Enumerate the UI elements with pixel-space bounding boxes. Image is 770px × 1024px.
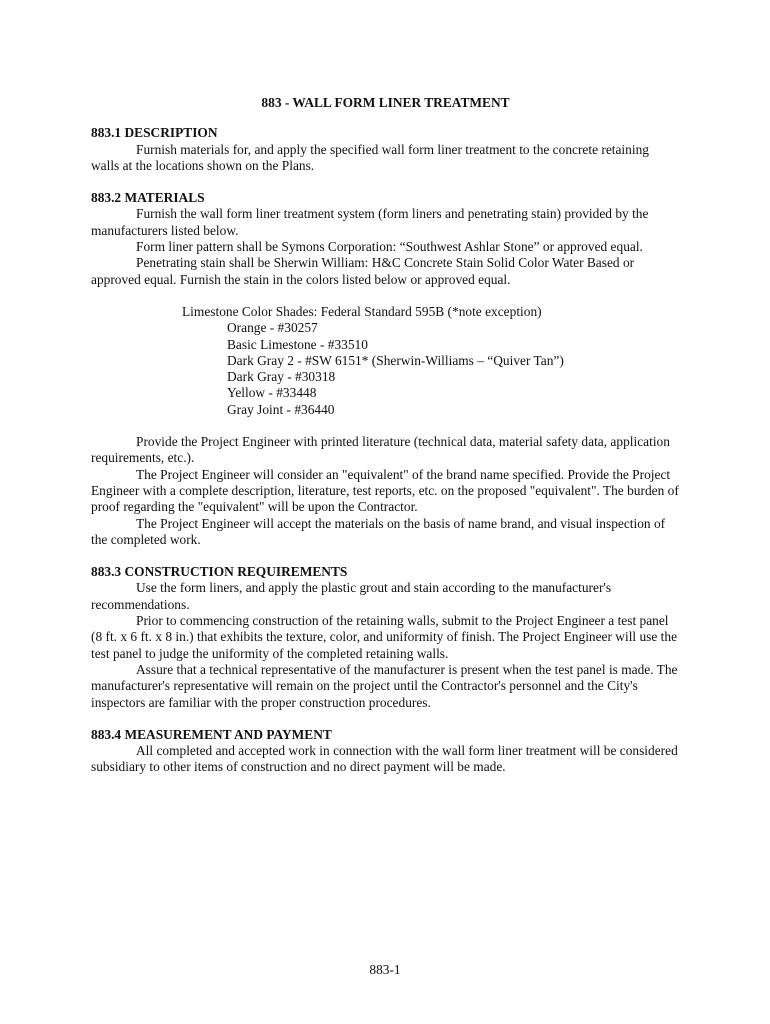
paragraph: Furnish materials for, and apply the specified wall form liner treatment to the concrete retaining walls at the locations shown on the Plans. [91,141,649,173]
section-heading: 883.4 MEASUREMENT AND PAYMENT [91,726,332,742]
paragraph: Penetrating stain shall be Sherwin William: H&C Concrete Stain Solid Color Water Based or approved equal. Furnish the stain in the colors listed below or approved equal. [91,255,635,287]
paragraph: The Project Engineer will consider an "equivalent" of the brand name specified. Provide the Project Engineer with a complete description, literature, test reports, etc. on the proposed "equivalent". The burden of proof regarding the "equivalent" will be upon the Contractor. [91,466,679,515]
section-materials [91,190,680,548]
color-item: Orange - #30257 [227,320,318,336]
paragraph: Assure that a technical representative of the manufacturer is present when the test panel is made. The manufacturer's representative will remain on the project until the Contractor's personnel and the City's inspectors are familiar with the proper construction procedures. [91,661,678,710]
paragraph: Form liner pattern shall be Symons Corporation: “Southwest Ashlar Stone” or approved equal. [136,239,643,255]
color-item: Yellow - #33448 [227,385,317,401]
paragraph: The Project Engineer will accept the materials on the basis of name brand, and visual inspection of the completed work. [91,515,666,547]
section-description [91,125,680,174]
paragraph: Use the form liners, and apply the plastic grout and stain according to the manufacturer's recommendations. [91,580,612,612]
page-title: 883 - WALL FORM LINER TREATMENT [261,95,510,110]
paragraph: Prior to commencing construction of the retaining walls, submit to the Project Engineer a test panel (8 ft. x 6 ft. x 8 in.) that exhibits the texture, color, and uniformity of finish. The Project Engineer will use the test panel to judge the uniformity of the completed retaining walls. [91,613,678,661]
section-heading: 883.3 CONSTRUCTION REQUIREMENTS [91,564,348,580]
section-heading: 883.2 MATERIALS [91,190,205,206]
color-shades-block [91,304,680,418]
paragraph: All completed and accepted work in connection with the wall form liner treatment will be considered subsidiary to other items of construction and no direct payment will be made. [91,743,678,775]
color-item: Dark Gray - #30318 [227,369,336,385]
page-number: 883-1 [369,962,401,977]
color-item: Basic Limestone - #33510 [227,336,368,352]
color-item: Gray Joint - #36440 [227,401,335,417]
color-item: Dark Gray 2 - #SW 6151* (Sherwin-Williams – “Quiver Tan”) [227,352,564,368]
paragraph: Provide the Project Engineer with printed literature (technical data, material safety data, application requirements, etc.). [91,434,670,466]
section-construction-requirements [91,564,680,711]
paragraph: Furnish the wall form liner treatment system (form liners and penetrating stain) provided by the manufacturers listed below. [91,206,649,238]
section-heading: 883.1 DESCRIPTION [91,125,218,141]
section-measurement-payment [91,727,680,776]
color-shades-header: Limestone Color Shades: Federal Standard 595B (*note exception) [182,303,542,319]
color-list [91,320,680,418]
